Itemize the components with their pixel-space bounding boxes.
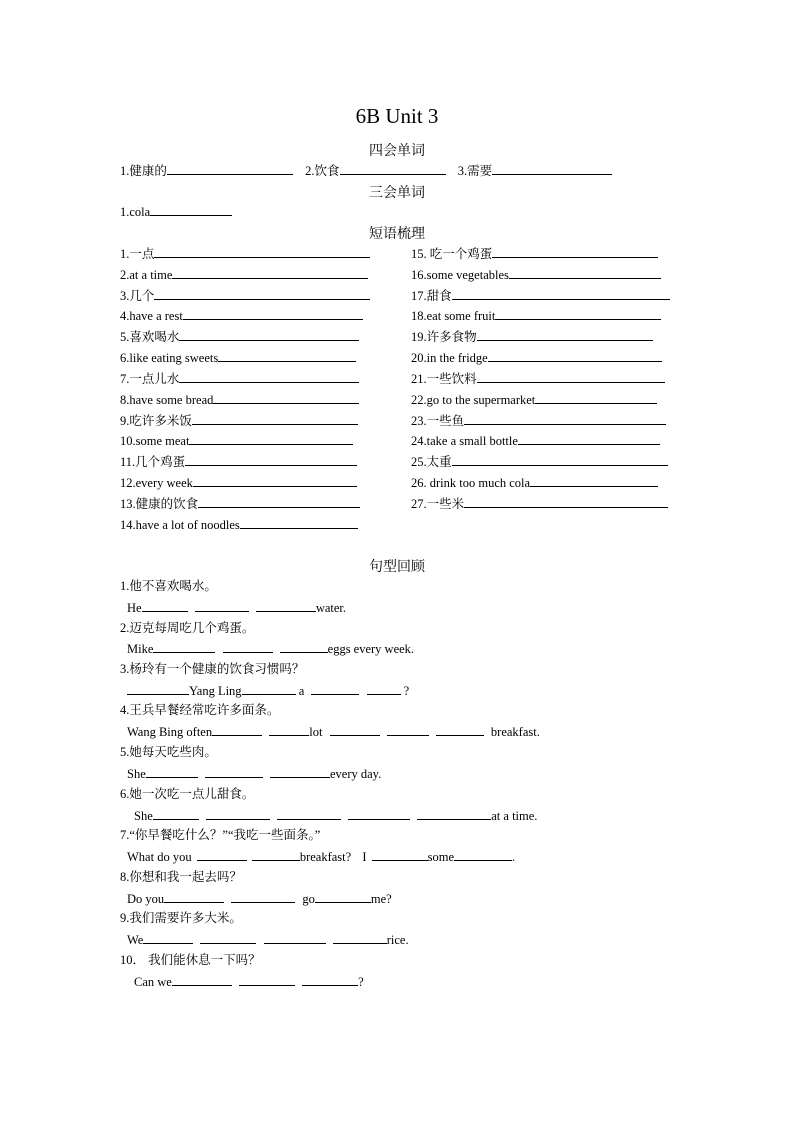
answer-blank[interactable] <box>492 162 612 175</box>
answer-blank[interactable] <box>477 370 665 383</box>
answer-blank[interactable] <box>367 682 401 695</box>
answer-blank[interactable] <box>252 848 300 861</box>
answer-blank[interactable] <box>302 973 358 986</box>
answer-blank[interactable] <box>530 474 658 487</box>
phrase-item: 1.一点 <box>120 245 378 262</box>
sentence-answer-row: Can we ? <box>134 975 364 989</box>
sentence-prompt: 6.她一次吃一点儿甜食。 <box>120 787 255 801</box>
answer-blank[interactable] <box>417 807 491 820</box>
answer-blank[interactable] <box>464 412 666 425</box>
answer-blank[interactable] <box>280 640 328 653</box>
sentence-prompt: 5.她每天吃些肉。 <box>120 745 217 759</box>
answer-blank[interactable] <box>195 599 249 612</box>
answer-blank[interactable] <box>197 848 247 861</box>
answer-blank[interactable] <box>492 245 658 258</box>
answer-blank[interactable] <box>518 432 660 445</box>
phrase-item: 16.some vegetables <box>411 266 661 283</box>
answer-blank[interactable] <box>452 453 668 466</box>
four-skills-row <box>120 162 612 179</box>
phrase-item: 6.like eating sweets <box>120 349 356 366</box>
answer-blank[interactable] <box>127 682 189 695</box>
answer-blank[interactable] <box>189 432 353 445</box>
word-item: 2.饮食 <box>305 164 340 178</box>
answer-blank[interactable] <box>240 516 358 529</box>
phrase-item: 8.have some bread <box>120 391 359 408</box>
answer-blank[interactable] <box>509 266 661 279</box>
answer-blank[interactable] <box>154 245 370 258</box>
answer-blank[interactable] <box>185 453 357 466</box>
sentence-prompt: 1.他不喜欢喝水。 <box>120 579 217 593</box>
sentence-answer-row: She every day. <box>127 767 382 781</box>
sentence-answer-row: Yang Ling a ? <box>127 682 409 699</box>
sentence-answer-row: What do you breakfast? I some . <box>127 850 516 864</box>
phrase-item: 15. 吃一个鸡蛋 <box>411 245 658 262</box>
answer-blank[interactable] <box>454 848 512 861</box>
answer-blank[interactable] <box>452 287 670 300</box>
section-heading-four-skills: 四会单词 <box>369 144 425 159</box>
answer-blank[interactable] <box>256 599 316 612</box>
answer-blank[interactable] <box>464 495 668 508</box>
answer-blank[interactable] <box>315 890 371 903</box>
phrase-item: 3.几个 <box>120 287 370 304</box>
phrase-item: 11.几个鸡蛋 <box>120 453 357 470</box>
answer-blank[interactable] <box>269 723 309 736</box>
answer-blank[interactable] <box>348 807 410 820</box>
answer-blank[interactable] <box>143 931 193 944</box>
word-item: 3.需要 <box>457 164 493 178</box>
phrase-item: 26. drink too much cola <box>411 474 658 491</box>
answer-blank[interactable] <box>150 203 232 216</box>
answer-blank[interactable] <box>311 682 359 695</box>
phrase-item: 13.健康的饮食 <box>120 495 360 512</box>
sentence-answer-row: He water. <box>127 601 347 615</box>
sentence-answer-row: Do you go me? <box>127 892 392 906</box>
answer-blank[interactable] <box>154 287 370 300</box>
answer-blank[interactable] <box>183 307 363 320</box>
word-item: 1.健康的 <box>120 164 167 178</box>
sentence-prompt: 7.“你早餐吃什么？”“我吃一些面条。” <box>120 828 321 842</box>
answer-blank[interactable] <box>387 723 429 736</box>
sentence-prompt: 9.我们需要许多大米。 <box>120 911 242 925</box>
phrase-item: 7.一点儿水 <box>120 370 359 387</box>
answer-blank[interactable] <box>213 391 359 404</box>
phrase-item: 14.have a lot of noodles <box>120 516 358 533</box>
answer-blank[interactable] <box>231 890 295 903</box>
sentence-prompt: 4.王兵早餐经常吃许多面条。 <box>120 703 280 717</box>
sentence-prompt: 8.你想和我一起去吗？ <box>120 870 242 884</box>
answer-blank[interactable] <box>264 931 326 944</box>
sentence-prompt: 10． 我们能休息一下吗？ <box>120 953 261 967</box>
phrase-item: 19.许多食物 <box>411 328 653 345</box>
answer-blank[interactable] <box>192 412 358 425</box>
answer-blank[interactable] <box>179 370 359 383</box>
answer-blank[interactable] <box>239 973 295 986</box>
answer-blank[interactable] <box>206 807 270 820</box>
answer-blank[interactable] <box>340 162 446 175</box>
answer-blank[interactable] <box>218 349 356 362</box>
sentence-answer-row: We rice. <box>127 933 409 947</box>
phrase-item: 23.一些鱼 <box>411 412 666 429</box>
answer-blank[interactable] <box>193 474 357 487</box>
phrase-item: 4.have a rest <box>120 307 363 324</box>
answer-blank[interactable] <box>142 599 188 612</box>
answer-blank[interactable] <box>477 328 653 341</box>
word-item: 1.cola <box>120 205 151 219</box>
answer-blank[interactable] <box>172 973 232 986</box>
sentence-answer-row: Wang Bing often lot breakfast. <box>127 725 540 739</box>
phrase-item: 5.喜欢喝水 <box>120 328 359 345</box>
section-heading-sentences: 句型回顾 <box>369 560 425 575</box>
sentence-prompt: 2.迈克每周吃几个鸡蛋。 <box>120 621 255 635</box>
sentence-answer-row: She at a time. <box>134 809 538 823</box>
sentence-prompt: 3.杨玲有一个健康的饮食习惯吗？ <box>120 662 305 676</box>
answer-blank[interactable] <box>333 931 387 944</box>
phrase-item: 2.at a time <box>120 266 368 283</box>
answer-blank[interactable] <box>495 307 661 320</box>
answer-blank[interactable] <box>164 890 224 903</box>
answer-blank[interactable] <box>242 682 296 695</box>
phrase-item: 21.一些饮料 <box>411 370 665 387</box>
three-skills-row <box>120 203 232 220</box>
answer-blank[interactable] <box>223 640 273 653</box>
answer-blank[interactable] <box>167 162 293 175</box>
page-title: 6B Unit 3 <box>355 104 439 128</box>
answer-blank[interactable] <box>212 723 262 736</box>
answer-blank[interactable] <box>179 328 359 341</box>
phrase-item: 10.some meat <box>120 432 353 449</box>
answer-blank[interactable] <box>153 640 215 653</box>
answer-blank[interactable] <box>172 266 368 279</box>
phrase-item: 18.eat some fruit <box>411 307 661 324</box>
answer-blank[interactable] <box>205 765 263 778</box>
answer-blank[interactable] <box>270 765 330 778</box>
phrase-item: 24.take a small bottle <box>411 432 660 449</box>
answer-blank[interactable] <box>330 723 380 736</box>
answer-blank[interactable] <box>535 391 657 404</box>
answer-blank[interactable] <box>200 931 256 944</box>
answer-blank[interactable] <box>488 349 662 362</box>
answer-blank[interactable] <box>436 723 484 736</box>
phrase-item: 12.every week <box>120 474 357 491</box>
phrase-item: 9.吃许多米饭 <box>120 412 358 429</box>
answer-blank[interactable] <box>277 807 341 820</box>
phrase-item: 22.go to the supermarket <box>411 391 657 408</box>
phrase-item: 25.太重 <box>411 453 668 470</box>
sentence-answer-row: Mike eggs every week. <box>127 642 415 656</box>
answer-blank[interactable] <box>153 807 199 820</box>
phrase-item: 17.甜食 <box>411 287 670 304</box>
section-heading-three-skills: 三会单词 <box>369 186 425 201</box>
phrase-item: 27.一些米 <box>411 495 668 512</box>
section-heading-phrases: 短语梳理 <box>369 227 425 242</box>
phrase-item: 20.in the fridge <box>411 349 662 366</box>
answer-blank[interactable] <box>372 848 428 861</box>
answer-blank[interactable] <box>198 495 360 508</box>
answer-blank[interactable] <box>146 765 198 778</box>
